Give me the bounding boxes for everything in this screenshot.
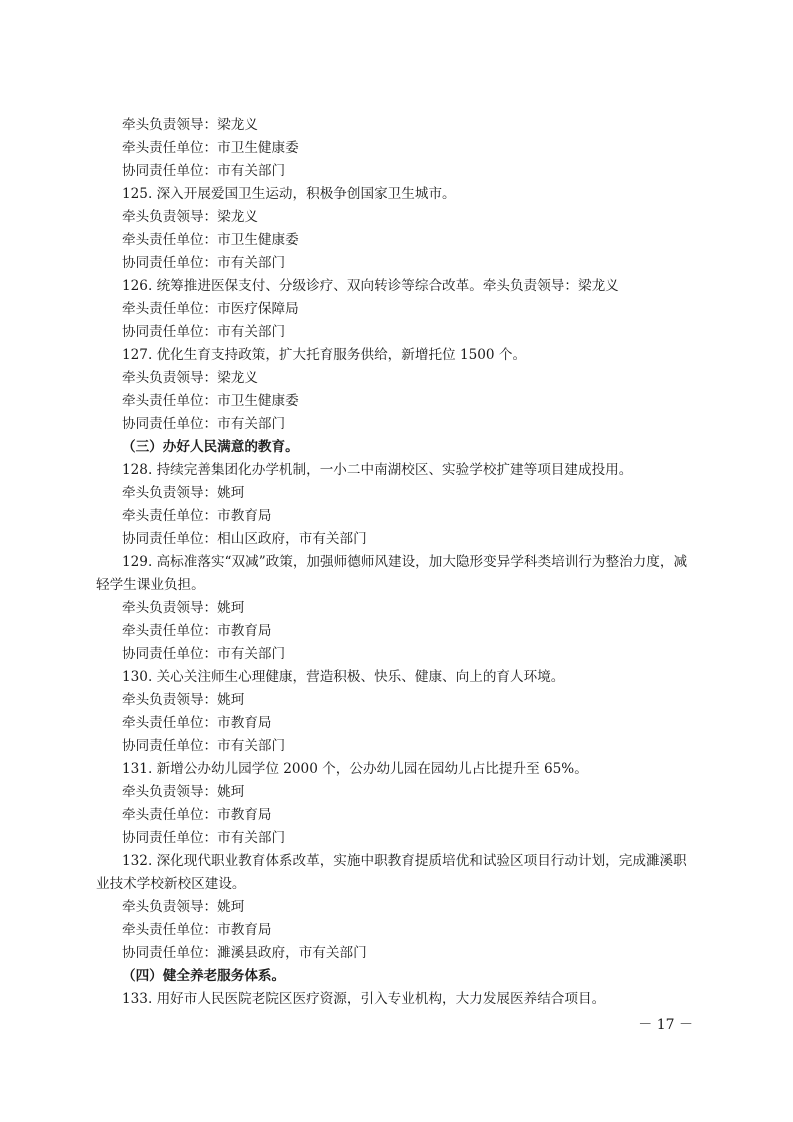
section-heading-3: （三）办好人民满意的教育。 — [122, 439, 299, 455]
text-line: 牵头责任单位：市教育局 — [122, 508, 272, 524]
item-131: 131. 新增公办幼儿园学位 2000 个，公办幼儿园在园幼儿占比提升至 65%。 — [122, 761, 588, 777]
text-line: 协同责任单位：市有关部门 — [122, 255, 286, 271]
text-line: 协同责任单位：相山区政府，市有关部门 — [122, 531, 367, 547]
text-line: 牵头负责领导：姚珂 — [122, 784, 245, 800]
text-line: 牵头负责领导：梁龙义 — [122, 370, 258, 386]
text-line: 牵头责任单位：市教育局 — [122, 922, 272, 938]
text-line: 牵头责任单位：市教育局 — [122, 715, 272, 731]
item-132: 132. 深化现代职业教育体系改革，实施中职教育提质培优和试验区项目行动计划，完成濉溪职业技术学校新校区建设。 — [96, 853, 687, 892]
text-line: 牵头负责领导：姚珂 — [122, 600, 245, 616]
text-line: 牵头责任单位：市医疗保障局 — [122, 301, 299, 317]
text-line: 协同责任单位：市有关部门 — [122, 163, 286, 179]
item-133: 133. 用好市人民医院老院区医疗资源，引入专业机构，大力发展医养结合项目。 — [122, 991, 606, 1007]
text-line: 牵头责任单位：市卫生健康委 — [122, 140, 299, 156]
item-128: 128. 持续完善集团化办学机制，一小二中南湖校区、实验学校扩建等项目建成投用。 — [122, 462, 633, 478]
text-line: 牵头责任单位：市卫生健康委 — [122, 393, 299, 409]
text-line: 协同责任单位：濉溪县政府，市有关部门 — [122, 945, 367, 961]
text-line: 牵头负责领导：梁龙义 — [122, 117, 258, 133]
item-127: 127. 优化生育支持政策，扩大托育服务供给，新增托位 1500 个。 — [122, 347, 527, 363]
text-line: 牵头责任单位：市教育局 — [122, 623, 272, 639]
text-line: 牵头责任单位：市教育局 — [122, 807, 272, 823]
text-line: 协同责任单位：市有关部门 — [122, 646, 286, 662]
text-line: 牵头负责领导：姚珂 — [122, 485, 245, 501]
text-line: 协同责任单位：市有关部门 — [122, 830, 286, 846]
section-heading-4: （四）健全养老服务体系。 — [122, 968, 286, 984]
item-126: 126. 统筹推进医保支付、分级诊疗、双向转诊等综合改革。牵头负责领导：梁龙义 — [122, 278, 619, 294]
item-130: 130. 关心关注师生心理健康，营造积极、快乐、健康、向上的育人环境。 — [122, 669, 565, 685]
text-line: 牵头负责领导：梁龙义 — [122, 209, 258, 225]
text-line: 牵头负责领导：姚珂 — [122, 692, 245, 708]
text-line: 牵头负责领导：姚珂 — [122, 899, 245, 915]
text-line: 协同责任单位：市有关部门 — [122, 324, 286, 340]
text-line: 协同责任单位：市有关部门 — [122, 416, 286, 432]
item-129: 129. 高标准落实“双减”政策，加强师德师风建设，加大隐形变异学科类培训行为整治力度，减轻学生课业负担。 — [96, 554, 688, 593]
page-number: － 17 － — [638, 1017, 693, 1033]
text-line: 牵头责任单位：市卫生健康委 — [122, 232, 299, 248]
text-line: 协同责任单位：市有关部门 — [122, 738, 286, 754]
item-125: 125. 深入开展爱国卫生运动，积极争创国家卫生城市。 — [122, 186, 456, 202]
document-body — [96, 114, 698, 1011]
